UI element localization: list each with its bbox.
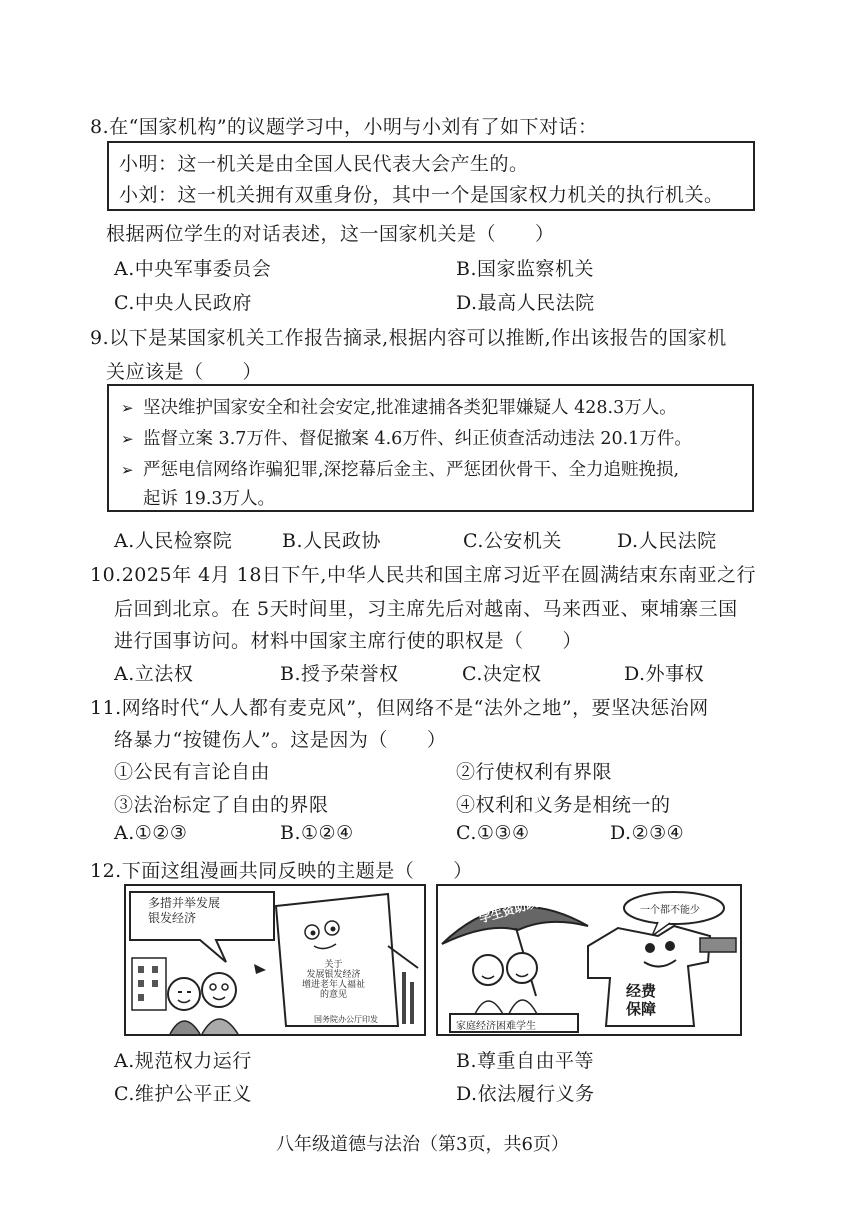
q9-option-d: D.人民法院 [617,530,717,552]
q8-dialog-box [107,141,755,211]
q8-option-c: C.中央人民政府 [114,292,252,314]
q8-ask: 根据两位学生的对话表述，这一国家机关是（ ） [106,223,555,245]
q8-stem: 8.在“国家机构”的议题学习中，小明与小刘有了如下对话： [90,116,598,138]
q12-option-a: A.规范权力运行 [114,1050,252,1072]
q10-stem: 10.2025年 4月 18日下午,中华人民共和国主席习近平在圆满结束东南亚之行 [90,564,756,586]
q11-option-c: C.①③④ [456,822,530,844]
q8-option-a: A.中央军事委员会 [114,258,272,280]
q8-option-b: B.国家监察机关 [456,258,595,280]
arrow-bullet-icon: ➢ [121,461,134,479]
cartoon-right-body-text: 经费 保障 [626,982,657,1018]
cartoon-left-bubble: 多措并举发展 银发经济 [148,896,221,925]
cartoon-right-umbrella-text: 学生资助政策 [477,892,551,926]
q11-stem: 11.网络时代“人人都有麦克风”，但网络不是“法外之地”，要坚决惩治网 [90,697,709,719]
q10-stem-cont: 进行国事访问。材料中国家主席行使的职权是（ ） [114,630,583,652]
cartoon-left-caption: 国务院办公厅印发 [314,1015,378,1024]
q11-option-a: A.①②③ [114,822,188,844]
q9-stem: 9.以下是某国家机关工作报告摘录,根据内容可以推断,作出该报告的国家机 [90,327,727,349]
q9-option-b: B.人民政协 [282,530,382,552]
q10-option-a: A.立法权 [114,663,194,685]
q11-option-d: D.②③④ [610,822,685,844]
q12-option-d: D.依法履行义务 [456,1083,595,1105]
q11-item: ①公民有言论自由 [114,761,271,783]
cartoon-student-aid [436,884,742,1036]
q8-option-d: D.最高人民法院 [456,292,595,314]
cartoon-right-bubble: 一个都不能少 [640,905,700,916]
page-footer: 八年级道德与法治（第3页，共6页） [276,1134,569,1155]
q11-item: ③法治标定了自由的界限 [114,794,329,816]
q9-option-a: A.人民检察院 [114,530,233,552]
q9-bullet: ➢ 监督立案 3.7万件、督促撤案 4.6万件、纠正侦查活动违法 20.1万件。 [121,429,692,449]
q9-option-c: C.公安机关 [463,530,562,552]
q9-bullet: ➢ 坚决维护国家安全和社会安定,批准逮捕各类犯罪嫌疑人 428.3万人。 [121,398,677,418]
q11-item: ②行使权利有界限 [456,761,613,783]
q12-stem: 12.下面这组漫画共同反映的主题是（ ） [90,860,473,882]
cartoon-silver-economy [124,884,426,1036]
q10-option-c: C.决定权 [462,663,542,685]
cartoon-left-document-title: 关于 发展银发经济 增进老年人福祉 的意见 [302,960,366,1000]
q9-excerpt-box [107,384,754,512]
cartoon-right-sign: 家庭经济困难学生 [456,1021,536,1032]
q11-item: ④权利和义务是相统一的 [456,794,671,816]
q10-stem-cont: 后回到北京。在 5天时间里，习主席先后对越南、马来西亚、柬埔寨三国 [114,598,738,620]
arrow-bullet-icon: ➢ [121,430,134,448]
arrow-bullet-icon: ➢ [121,399,134,417]
q8-dialog-line: 小刘：这一机关拥有双重身份，其中一个是国家权力机关的执行机关。 [119,184,724,206]
q10-option-b: B.授予荣誉权 [280,663,399,685]
q11-option-b: B.①②④ [280,822,354,844]
q12-option-b: B.尊重自由平等 [456,1050,595,1072]
q9-bullet: ➢ 严惩电信网络诈骗犯罪,深挖幕后金主、严惩团伙骨干、全力追赃挽损, [121,460,680,480]
q9-bullet-cont: 起诉 19.3万人。 [143,489,276,509]
q12-option-c: C.维护公平正义 [114,1083,252,1105]
q10-option-d: D.外事权 [624,663,705,685]
q11-stem-cont: 络暴力“按键伤人”。这是因为（ ） [114,729,447,751]
q9-stem-cont: 关应该是（ ） [106,361,263,383]
q8-dialog-line: 小明：这一机关是由全国人民代表大会产生的。 [119,153,529,175]
